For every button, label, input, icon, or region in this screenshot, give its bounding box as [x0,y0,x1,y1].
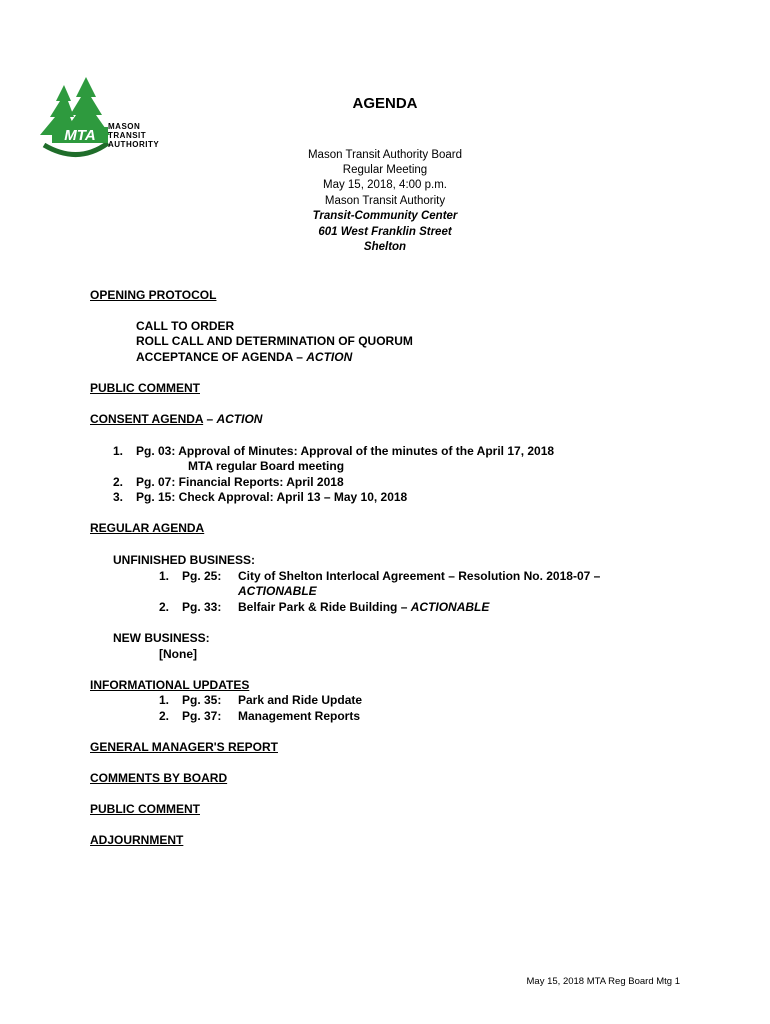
header-meeting-type: Regular Meeting [342,164,428,176]
info-item-1: Park and Ride Update [238,693,363,707]
consent-item-2: Pg. 07: Financial Reports: April 2018 [136,475,344,489]
public-comment-2-heading: PUBLIC COMMENT [90,802,200,816]
page-title: AGENDA [352,95,418,112]
header-location-city: Shelton [363,241,407,253]
unfinished-item-1-num: 1. [159,569,170,583]
regular-agenda-heading: REGULAR AGENDA [90,521,205,535]
header-location-street: 601 West Franklin Street [318,226,452,238]
logo-line-3: AUTHORITY [108,140,160,149]
acceptance-label: ACCEPTANCE OF AGENDA – [136,350,307,364]
consent-action: ACTION [216,412,263,426]
header-org: Mason Transit Authority [324,195,446,207]
adjournment-heading: ADJOURNMENT [90,833,184,847]
logo-line-2: TRANSIT [108,131,147,140]
gm-report-heading: GENERAL MANAGER'S REPORT [90,740,278,754]
opening-protocol-heading: OPENING PROTOCOL [90,288,217,302]
unfinished-item-2 [238,600,489,614]
consent-sep: – [203,412,217,426]
unfinished-item-2-action: ACTIONABLE [410,600,490,614]
consent-item-3: Pg. 15: Check Approval: April 13 – May 10, 2018 [136,490,408,504]
acceptance-action: ACTION [306,350,353,364]
header-datetime: May 15, 2018, 4:00 p.m. [322,179,448,191]
info-item-2-page: Pg. 37: [182,709,222,723]
consent-item-1-num: 1. [113,444,124,458]
unfinished-item-2-text: Belfair Park & Ride Building – [238,600,411,614]
consent-label: CONSENT AGENDA [90,412,204,426]
logo-initials: MTA [64,127,96,144]
roll-call: ROLL CALL AND DETERMINATION OF QUORUM [136,334,413,348]
consent-agenda-heading [90,412,262,426]
unfinished-business-heading: UNFINISHED BUSINESS: [113,553,256,567]
consent-item-2-num: 2. [113,475,124,489]
unfinished-item-1: City of Shelton Interlocal Agreement – Resolution No. 2018-07 – [238,569,601,583]
public-comment-heading: PUBLIC COMMENT [90,381,200,395]
info-item-2-num: 2. [159,709,170,723]
info-item-2: Management Reports [238,709,361,723]
new-business-heading: NEW BUSINESS: [113,631,210,645]
call-to-order: CALL TO ORDER [136,319,235,333]
informational-updates-heading: INFORMATIONAL UPDATES [90,678,250,692]
page-footer: May 15, 2018 MTA Reg Board Mtg 1 [526,976,680,987]
consent-item-1-cont: MTA regular Board meeting [188,459,345,473]
info-item-1-num: 1. [159,693,170,707]
unfinished-item-2-page: Pg. 33: [182,600,222,614]
consent-item-1: Pg. 03: Approval of Minutes: Approval of the minutes of the April 17, 2018 [136,444,555,458]
consent-item-3-num: 3. [113,490,124,504]
unfinished-item-1-action: ACTIONABLE [238,584,317,598]
info-item-1-page: Pg. 35: [182,693,222,707]
unfinished-item-2-num: 2. [159,600,170,614]
logo-line-1: MASON [108,122,141,131]
comments-by-board-heading: COMMENTS BY BOARD [90,771,228,785]
header-board: Mason Transit Authority Board [307,149,463,161]
header-location-name: Transit-Community Center [312,210,458,222]
logo-wordmark [108,122,159,149]
unfinished-item-1-page: Pg. 25: [182,569,222,583]
new-business-none: [None] [159,647,197,661]
acceptance-of-agenda [136,350,352,364]
